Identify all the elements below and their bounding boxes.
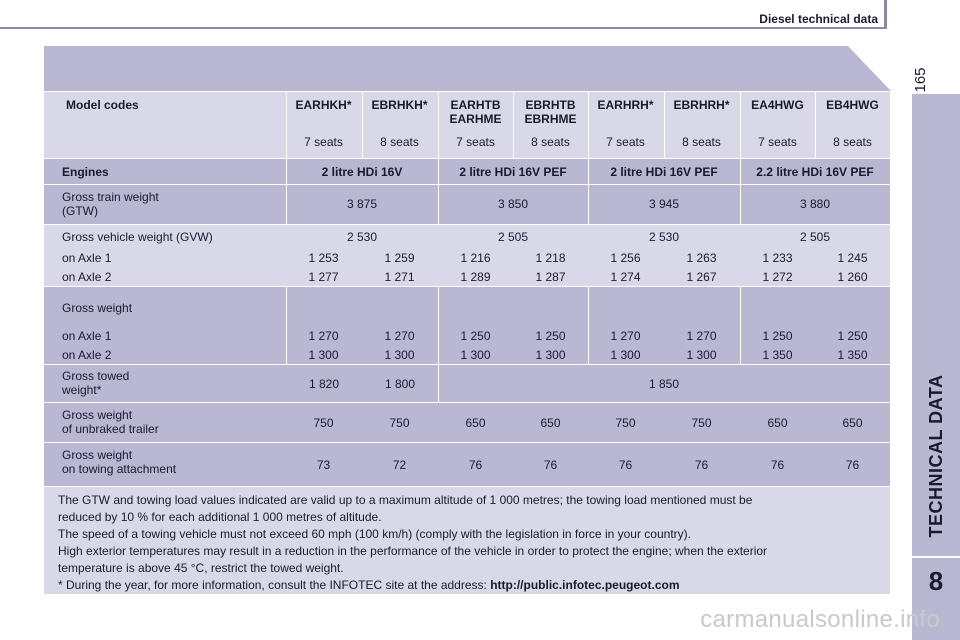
gross-weight-axle1-value: 1 270 (384, 329, 415, 343)
gross-weight-axle1-label: on Axle 1 (62, 329, 112, 343)
column-divider (513, 92, 514, 158)
gross-weight-axle1-value: 1 250 (762, 329, 793, 343)
attachment-value: 76 (694, 458, 709, 472)
watermark: carmanualsonline.info (700, 606, 940, 633)
column-divider (286, 92, 287, 158)
column-divider (588, 92, 589, 158)
engine-value: 2 litre HDi 16V PEF (610, 165, 718, 179)
unbraked-label: Gross weight of unbraked trailer (62, 408, 159, 436)
gvw-axle1-value: 1 245 (837, 251, 868, 265)
header-rule (0, 27, 886, 29)
column-divider (438, 92, 439, 158)
column-divider (815, 92, 816, 158)
column-divider (664, 92, 665, 158)
towed-value: 1 800 (384, 377, 416, 391)
gvw-row (44, 224, 890, 286)
gtw-value: 3 850 (497, 197, 529, 211)
seat-count: 8 seats (531, 135, 570, 149)
technical-data-table (44, 92, 890, 594)
gvw-axle2-value: 1 274 (610, 270, 641, 284)
gvw-axle2-label: on Axle 2 (62, 270, 112, 284)
model-code: EBRHKH* (371, 98, 428, 112)
attachment-value: 76 (770, 458, 785, 472)
footnote-line: The GTW and towing load values indicated are valid up to a maximum altitude of 1 000 metres; the towing load mentioned must be (58, 493, 753, 507)
unbraked-row (44, 402, 890, 442)
unbraked-value: 750 (313, 416, 334, 430)
notes-divider (44, 486, 890, 487)
seat-count: 7 seats (456, 135, 495, 149)
model-codes-label: Model codes (66, 98, 139, 112)
infotec-link[interactable]: http://public.infotec.peugeot.com (490, 578, 680, 592)
unbraked-value: 750 (389, 416, 410, 430)
gtw-label: Gross train weight (GTW) (62, 190, 159, 218)
gross-weight-axle1-value: 1 270 (308, 329, 339, 343)
gross-weight-axle2-value: 1 300 (610, 348, 641, 362)
gtw-row (44, 184, 890, 224)
gross-weight-axle2-label: on Axle 2 (62, 348, 112, 362)
chapter-number: 8 (928, 566, 944, 596)
model-code: EBRHRH* (673, 98, 730, 112)
model-codes-row (44, 92, 890, 158)
seat-count: 8 seats (682, 135, 721, 149)
model-code: EB4HWG (826, 98, 879, 112)
model-code: EA4HWG (751, 98, 804, 112)
gvw-axle2-value: 1 272 (762, 270, 793, 284)
gross-weight-axle1-value: 1 270 (610, 329, 641, 343)
footnotes (58, 492, 878, 594)
gvw-value: 2 530 (648, 230, 680, 244)
seat-count: 7 seats (304, 135, 343, 149)
footnote-line: The speed of a towing vehicle must not exceed 60 mph (100 km/h) (comply with the legislation in force in your country). (58, 527, 691, 541)
engine-value: 2 litre HDi 16V (321, 165, 403, 179)
seat-count: 8 seats (833, 135, 872, 149)
header-rule-tick (884, 0, 887, 29)
engine-value: 2.2 litre HDi 16V PEF (756, 165, 874, 179)
column-divider (740, 92, 741, 158)
gross-weight-axle2-value: 1 300 (384, 348, 415, 362)
gvw-axle2-value: 1 277 (308, 270, 339, 284)
gvw-value: 2 530 (346, 230, 378, 244)
page-title: Diesel technical data (759, 12, 878, 26)
gvw-axle1-value: 1 263 (686, 251, 717, 265)
chapter-tab-label: TECHNICAL DATA (926, 374, 946, 538)
gvw-axle1-value: 1 218 (535, 251, 566, 265)
gvw-axle1-value: 1 253 (308, 251, 339, 265)
unbraked-value: 650 (540, 416, 561, 430)
towed-value: 1 820 (308, 377, 340, 391)
gross-weight-axle2-value: 1 300 (460, 348, 491, 362)
gvw-axle1-value: 1 216 (460, 251, 491, 265)
gtw-value: 3 875 (346, 197, 378, 211)
gvw-axle1-value: 1 233 (762, 251, 793, 265)
model-code: EBRHTB EBRHME (524, 98, 577, 126)
gross-weight-axle1-value: 1 250 (460, 329, 491, 343)
attachment-value: 72 (392, 458, 407, 472)
page-number: 165 (912, 67, 929, 93)
engines-label: Engines (62, 165, 109, 179)
attachment-value: 73 (316, 458, 331, 472)
footnote-line: High exterior temperatures may result in a reduction in the performance of the vehicle in order to protect the engine; when the exterior (58, 544, 768, 558)
gross-weight-axle2-value: 1 300 (686, 348, 717, 362)
gvw-axle1-value: 1 259 (384, 251, 415, 265)
gvw-axle2-value: 1 287 (535, 270, 566, 284)
footnote-line: temperature is above 45 °C, restrict the towed weight. (58, 561, 344, 575)
footnote-infotec-text: * During the year, for more information, consult the INFOTEC site at the address: (58, 578, 491, 592)
towed-value: 1 850 (648, 377, 680, 391)
gross-weight-axle2-value: 1 300 (535, 348, 566, 362)
towed-label: Gross towed weight* (62, 369, 130, 397)
seat-count: 7 seats (758, 135, 797, 149)
towed-row (44, 364, 890, 402)
gross-weight-axle1-value: 1 250 (535, 329, 566, 343)
attachment-value: 76 (618, 458, 633, 472)
attachment-value: 76 (468, 458, 483, 472)
gtw-value: 3 945 (648, 197, 680, 211)
gross-weight-axle1-value: 1 270 (686, 329, 717, 343)
chapter-tab-separator (912, 556, 960, 558)
seat-count: 7 seats (606, 135, 645, 149)
attachment-label: Gross weight on towing attachment (62, 448, 177, 476)
gross-weight-row (44, 286, 890, 364)
attachment-row (44, 442, 890, 486)
model-code: EARHRH* (597, 98, 654, 112)
unbraked-value: 650 (465, 416, 486, 430)
gvw-axle2-value: 1 267 (686, 270, 717, 284)
gross-weight-axle2-value: 1 300 (308, 348, 339, 362)
table-banner (44, 46, 891, 91)
attachment-value: 76 (543, 458, 558, 472)
attachment-value: 76 (845, 458, 860, 472)
gross-weight-label: Gross weight (62, 301, 133, 315)
model-code: EARHKH* (295, 98, 352, 112)
unbraked-value: 750 (691, 416, 712, 430)
footnote-line (58, 577, 878, 594)
gvw-value: 2 505 (497, 230, 529, 244)
gvw-value: 2 505 (799, 230, 831, 244)
gtw-value: 3 880 (799, 197, 831, 211)
gross-weight-axle2-value: 1 350 (762, 348, 793, 362)
engines-row (44, 158, 890, 184)
gvw-axle2-value: 1 271 (384, 270, 415, 284)
gvw-label: Gross vehicle weight (GVW) (62, 230, 213, 244)
gvw-axle1-label: on Axle 1 (62, 251, 112, 265)
gvw-axle2-value: 1 260 (837, 270, 868, 284)
gross-weight-axle2-value: 1 350 (837, 348, 868, 362)
column-divider (362, 92, 363, 158)
model-code: EARHTB EARHME (449, 98, 502, 126)
seat-count: 8 seats (380, 135, 419, 149)
engine-value: 2 litre HDi 16V PEF (459, 165, 567, 179)
gvw-axle1-value: 1 256 (610, 251, 641, 265)
gross-weight-axle1-value: 1 250 (837, 329, 868, 343)
unbraked-value: 650 (842, 416, 863, 430)
unbraked-value: 650 (767, 416, 788, 430)
unbraked-value: 750 (615, 416, 636, 430)
gvw-axle2-value: 1 289 (460, 270, 491, 284)
footnote-line: reduced by 10 % for each additional 1 000 metres of altitude. (58, 510, 382, 524)
